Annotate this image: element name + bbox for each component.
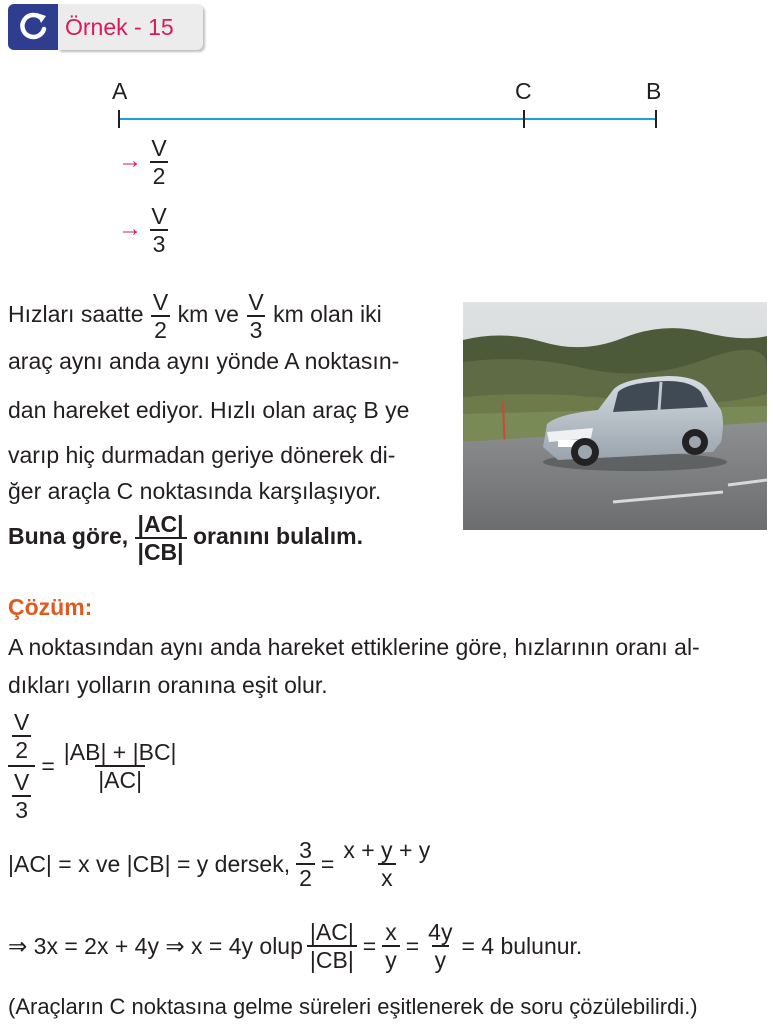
fraction [382,920,400,972]
compound-numerator [8,710,35,765]
fraction [135,512,187,564]
problem-line-1 [8,290,382,342]
example-badge [8,4,203,50]
fraction-denominator: x [378,863,396,890]
point-b-label: B [646,78,662,104]
fraction-denominator: 2 [150,161,169,188]
fraction-numerator: V [152,289,169,315]
text: ⇒ 3x = 2x + 4y ⇒ x = 4y olup [8,932,303,959]
fraction-numerator: x [385,919,397,945]
text: |AC| = x ve |CB| = y dersek, [8,850,291,877]
problem-line-5: ğer araçla C noktasında karşılaşıyor. [8,478,382,504]
badge-icon-box [8,4,58,50]
fraction-numerator: 4y [428,919,453,945]
fraction-numerator: V [248,289,264,315]
equation-2 [8,838,433,890]
arrow-right-icon: → [118,147,142,175]
equation-1 [8,710,180,823]
problem-line-4: varıp hiç durmadan geriye dönerek di- [8,442,396,468]
speed-slow-fraction [148,204,169,256]
solution-line-1: A noktasından aynı anda hareket ettiklerine göre, hızlarının oranı al- [8,634,700,660]
equals-sign: = [405,932,420,959]
fraction-numerator: V [14,709,30,735]
speed-fast-marker [118,136,170,188]
text: oranını bulalım. [193,523,363,550]
question-line [8,512,363,564]
fraction [307,920,357,972]
fraction-numerator: V [151,203,167,229]
equals-sign: = [362,932,377,959]
segment-ab [110,106,670,132]
badge-label-box [58,4,203,50]
problem-line-2: araç aynı anda aynı yönde A noktasın- [8,348,400,374]
speed-fast-fraction [148,136,169,188]
fraction-denominator: 2 [12,735,31,762]
fraction-denominator: 2 [151,315,170,342]
fraction-denominator: |CB| [135,537,187,564]
fraction-denominator: 3 [247,315,266,342]
solution-line-2: dıkları yolların oranına eşit olur. [8,672,328,698]
fraction-numerator: x + y + y [343,837,431,863]
fraction-denominator: y [432,945,450,972]
refresh-icon [8,4,58,50]
fraction [296,838,315,890]
point-a-label: A [112,78,128,104]
fraction [61,740,180,792]
fraction-denominator: |AC| [95,765,145,792]
fraction [425,920,455,972]
fraction-numerator: |AB| + |BC| [63,739,177,766]
text: Buna göre, [8,523,129,550]
fraction [11,770,32,822]
fraction-denominator: 2 [296,863,315,890]
fraction-denominator: |CB| [307,945,357,972]
solution-title: Çözüm: [8,594,93,620]
fraction-numerator: |AC| [309,919,354,945]
speed-slow-marker [118,204,170,256]
fraction [340,838,433,890]
point-c-label: C [515,78,532,104]
fraction [245,290,266,342]
fraction-numerator: 3 [299,837,312,863]
compound-denominator [8,765,35,822]
fraction-numerator: |AC| [137,511,184,537]
problem-line-3: dan hareket ediyor. Hızlı olan araç B ye [8,397,410,423]
equals-sign: = [41,752,55,779]
equation-3 [8,920,582,972]
fraction [150,290,171,342]
text: = 4 bulunur. [461,932,583,959]
fraction-denominator: 3 [12,795,31,822]
fraction-denominator: 3 [150,229,169,256]
text: km ve [177,301,239,328]
compound-fraction [8,710,35,823]
fraction-numerator: V [151,135,167,161]
car-photo [463,302,767,530]
text: Hızları saatte [8,301,144,328]
text: km olan iki [273,301,382,328]
fraction-numerator: V [14,769,30,796]
equals-sign: = [320,850,335,877]
arrow-right-icon: → [118,215,142,243]
fraction-denominator: y [382,945,400,972]
solution-note: (Araçların C noktasına gelme süreleri eşitlenerek de soru çözülebilirdi.) [8,994,698,1019]
example-title: Örnek - 15 [65,14,174,40]
fraction [11,710,32,762]
